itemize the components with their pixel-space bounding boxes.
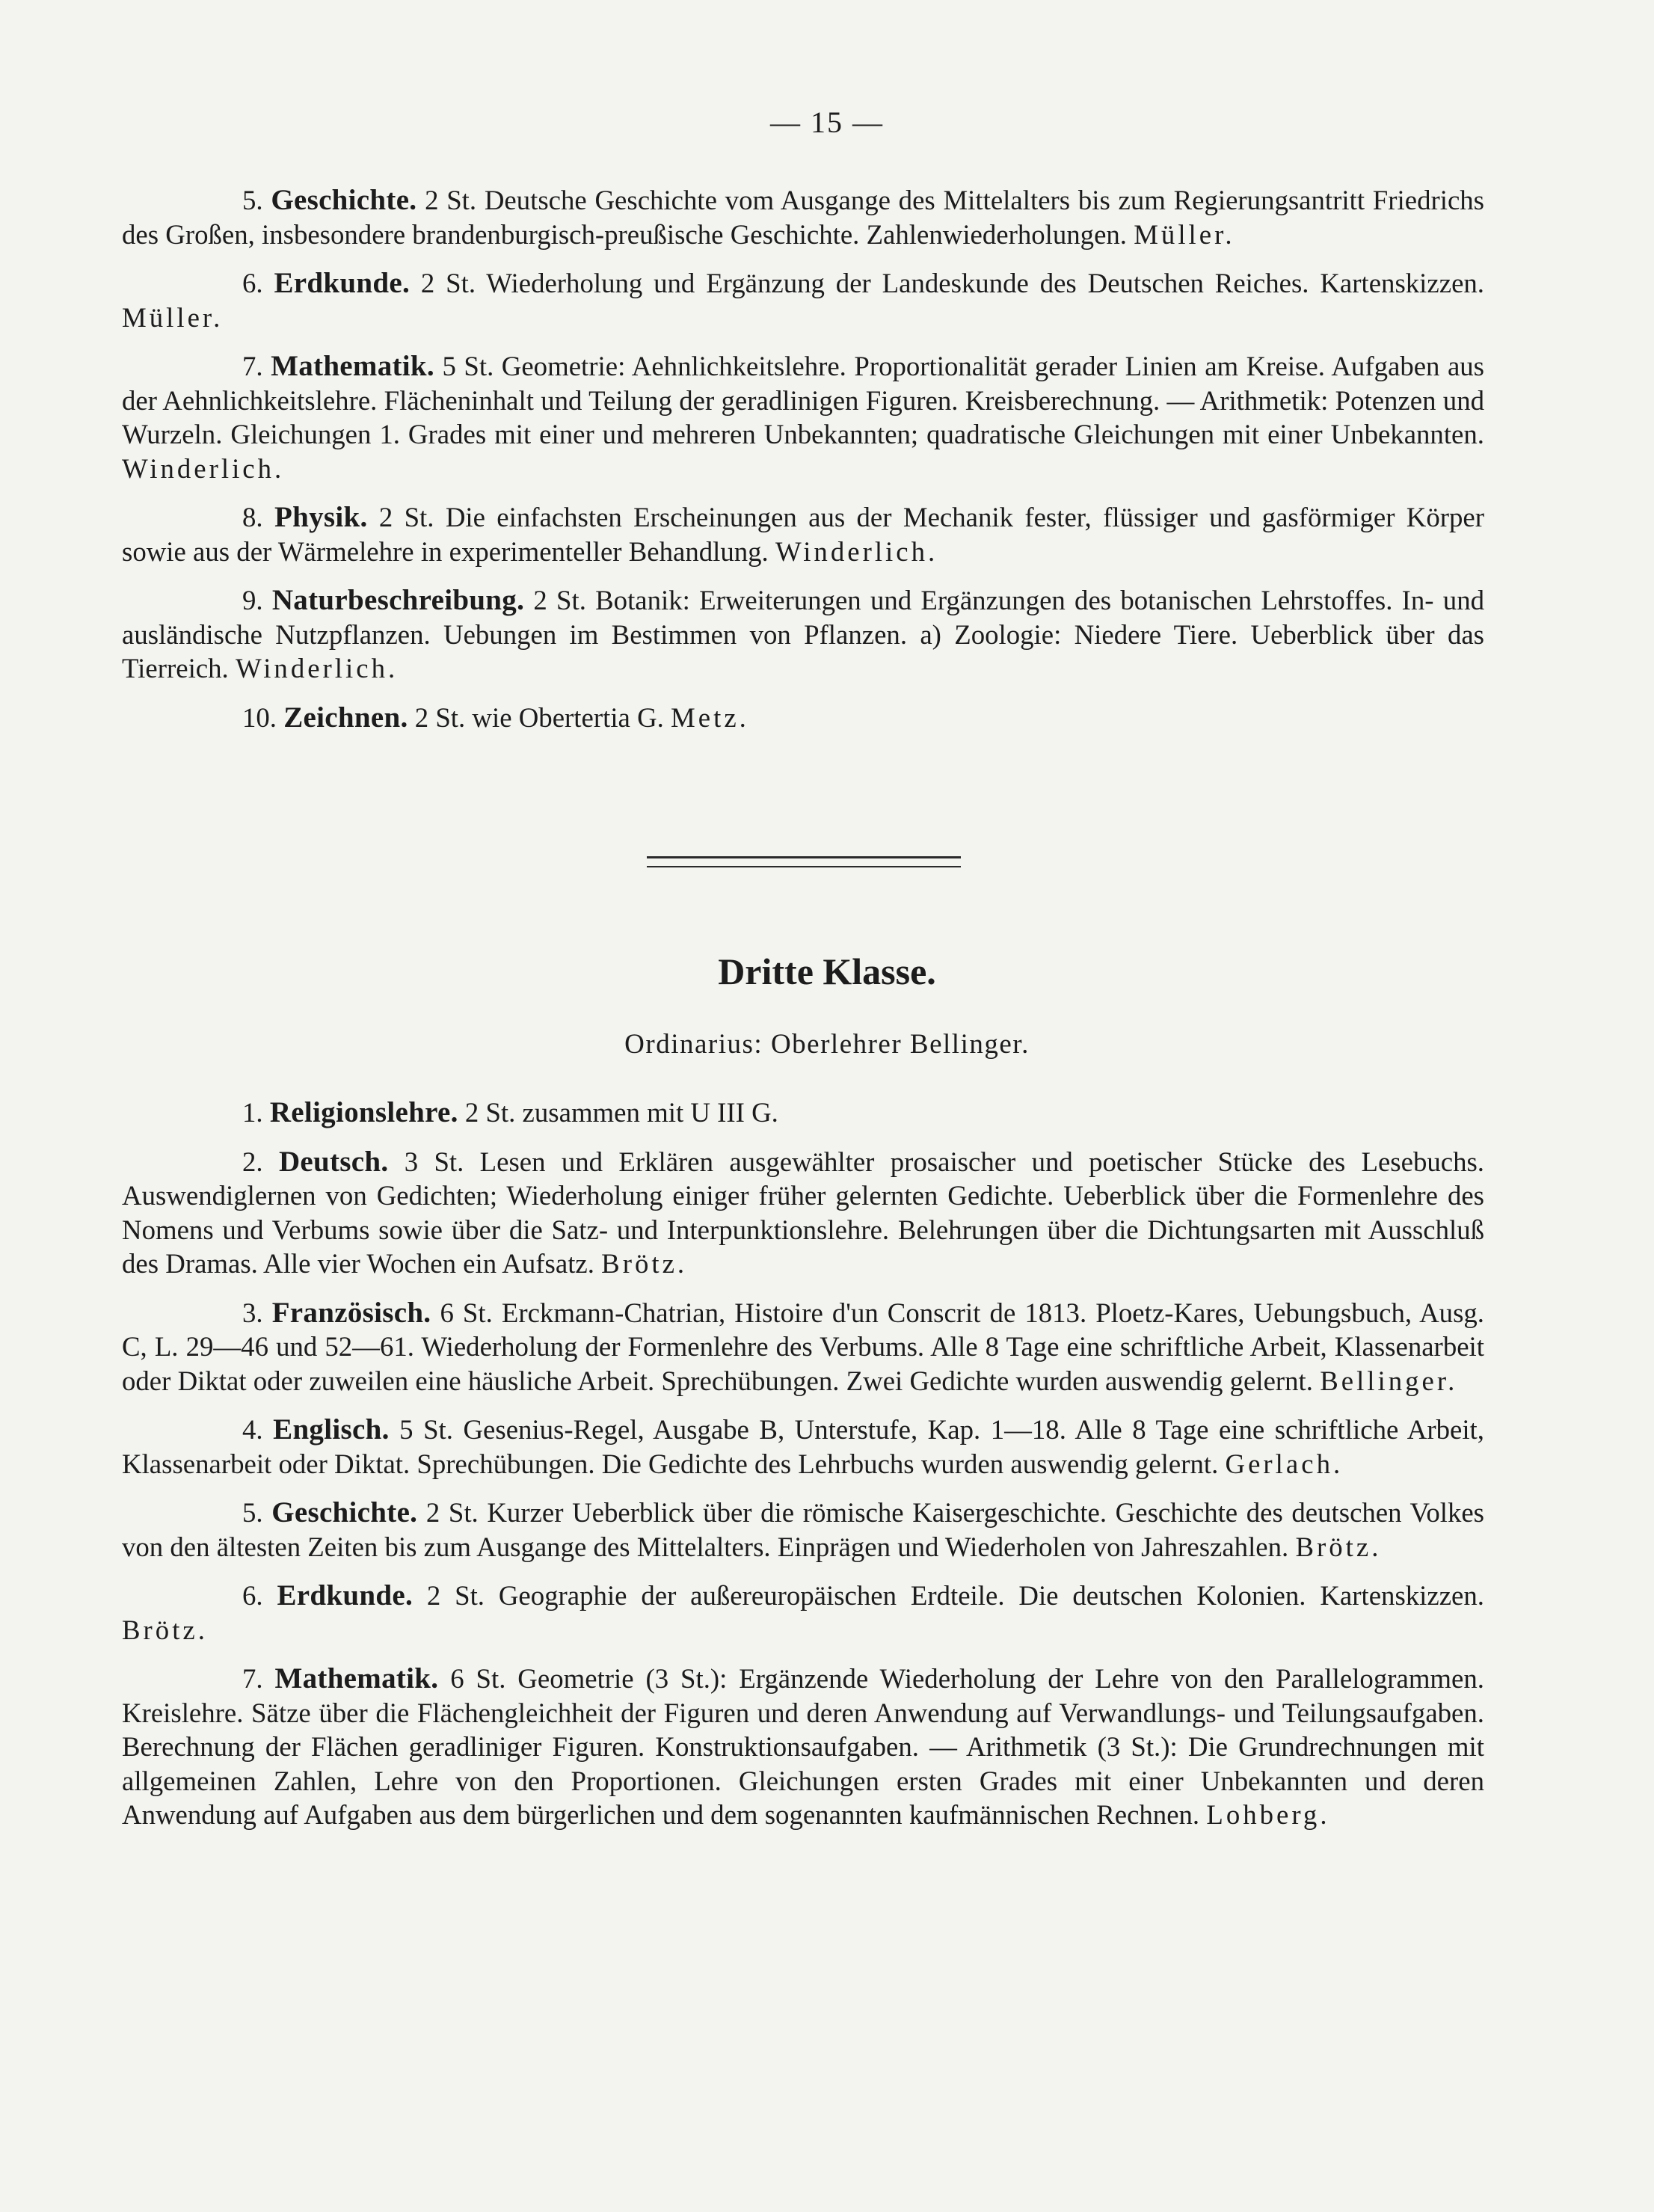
paragraph: 7. Mathematik. 5 St. Geometrie: Aehnlichkeitslehre. Proportionalität gerader Linien am Kreise. Aufgaben aus der Aehnlichkeitslehre. Flächeninhalt und Teilung der geradlinigen Figuren. Kreisberechnung. — Arithmetik: Potenzen und Wurzeln. Gleichungen 1. Grades mit einer und mehreren Unbekannten; quadratische Gleichungen mit einer Unbekannten. Winderlich. (122, 350, 1485, 484)
paragraph: 6. Erdkunde. 2 St. Wiederholung und Ergänzung der Landeskunde des Deutschen Reiches. Kartenskizzen. Müller. (122, 267, 1484, 333)
subject-heading: Englisch. (273, 1413, 390, 1446)
paragraph-text: 2 St. Botanik: Erweiterungen und Ergänzungen des botanischen Lehrstoffes. In- und ausländische Nutzpflanzen. Uebungen im Bestimmen von Pflanzen. a) Zoologie: Niedere Tiere. Ueberblick über das Tierreich. (122, 585, 1484, 683)
divider-rule (647, 856, 961, 867)
paragraph: 3. Französisch. 6 St. Erckmann-Chatrian, Histoire d'un Conscrit de 1813. Ploetz-Kares, Uebungsbuch, Ausg. C, L. 29—46 und 52—61. Wiederholung der Formenlehre des Verbums. Alle 8 Tage eine schriftliche Arbeit, Klassenarbeit oder Diktat oder zuweilen eine häusliche Arbeit. Sprechübungen. Zwei Gedichte wurden auswendig gelernt. Bellinger. (122, 1296, 1484, 1396)
paragraph: 6. Erdkunde. 2 St. Geographie der außereuropäischen Erdteile. Die deutschen Kolonien. Kartenskizzen. Brötz. (122, 1579, 1484, 1645)
paragraph: 2. Deutsch. 3 St. Lesen und Erklären ausgewählter prosaischer und poetischer Stücke des Lesebuchs. Auswendiglernen von Gedichten; Wiederholung einiger früher gelernten Gedichte. Ueberblick über die Formenlehre des Nomens und Verbums sowie über die Satz- und Interpunktionslehre. Belehrungen über die Dichtungsarten mit Ausschluß des Dramas. Alle vier Wochen ein Aufsatz. Brötz. (122, 1145, 1485, 1279)
paragraph: 10. Zeichnen. 2 St. wie Obertertia G. Metz. (242, 701, 749, 734)
subject-heading: Geschichte. (271, 1496, 418, 1529)
teacher-name: Winderlich. (775, 535, 938, 567)
teacher-name: Winderlich. (122, 452, 285, 484)
paragraph: 9. Naturbeschreibung. 2 St. Botanik: Erweiterungen und Ergänzungen des botanischen Lehrstoffes. In- und ausländische Nutzpflanzen. Uebungen im Bestimmen von Pflanzen. a) Zoologie: Niedere Tiere. Ueberblick über das Tierreich. Winderlich. (122, 584, 1484, 683)
paragraph: 4. Englisch. 5 St. Gesenius-Regel, Ausgabe B, Unterstufe, Kap. 1—18. Alle 8 Tage eine schriftliche Arbeit, Klassenarbeit oder Diktat. Sprechübungen. Die Gedichte des Lehrbuchs wurden auswendig gelernt. Gerlach. (122, 1413, 1484, 1479)
teacher-name: Müller. (1134, 218, 1235, 250)
lower-section (122, 1096, 1484, 1832)
paragraph: 8. Physik. 2 St. Die einfachsten Erscheinungen aus der Mechanik fester, flüssiger und gasförmiger Körper sowie aus der Wärmelehre in experimenteller Behandlung. Winderlich. (122, 501, 1485, 567)
paragraph-text: 5 St. Gesenius-Regel, Ausgabe B, Unterstufe, Kap. 1—18. Alle 8 Tage eine schriftliche Arbeit, Klassenarbeit oder Diktat. Sprechübungen. Die Gedichte des Lehrbuchs wurden auswendig gelernt. (122, 1414, 1484, 1479)
subject-heading: Erdkunde. (274, 267, 411, 299)
teacher-name: Brötz. (1295, 1531, 1382, 1562)
ordinarius-line: Ordinarius: Oberlehrer Bellinger. (624, 1029, 1030, 1060)
paragraph-text: 6 St. Erckmann-Chatrian, Histoire d'un Conscrit de 1813. Ploetz-Kares, Uebungsbuch, Ausg. C, L. 29—46 und 52—61. Wiederholung der Formenlehre des Verbums. Alle 8 Tage eine schriftliche Arbeit, Klassenarbeit oder Diktat oder zuweilen eine häusliche Arbeit. Sprechübungen. Zwei Gedichte wurden auswendig gelernt. (122, 1297, 1484, 1396)
paragraph: 1. Religionslehre. 2 St. zusammen mit U III G. (242, 1096, 778, 1128)
teacher-name: Lohberg. (1206, 1799, 1330, 1830)
subject-heading: Französisch. (271, 1296, 431, 1329)
teacher-name: Brötz. (601, 1248, 688, 1279)
paragraph-text: 2 St. Kurzer Ueberblick über die römische Kaisergeschichte. Geschichte des deutschen Volkes von den ältesten Zeiten bis zum Ausgange des Mittelalters. Einprägen und Wiederholen von Jahreszahlen. (122, 1497, 1484, 1562)
paragraph-text: 3 St. Lesen und Erklären ausgewählter prosaischer und poetischer Stücke des Lesebuchs. Auswendiglernen von Gedichten; Wiederholung einiger früher gelernten Gedichte. Ueberblick über die Formenlehre des Nomens und Verbums sowie über die Satz- und Interpunktionslehre. Belehrungen über die Dichtungsarten mit Ausschluß des Dramas. Alle vier Wochen ein Aufsatz. (122, 1146, 1485, 1279)
subject-heading: Physik. (274, 501, 368, 533)
paragraph-text: 2 St. Geographie der außereuropäischen Erdteile. Die deutschen Kolonien. Kartenskizzen. (413, 1580, 1484, 1611)
paragraph-text: 2 St. Deutsche Geschichte vom Ausgange des Mittelalters bis zum Regierungsantritt Friedrichs des Großen, insbesondere brandenburgisch-preußische Geschichte. Zahlenwiederholungen. (122, 185, 1484, 250)
subject-heading: Erdkunde. (277, 1579, 414, 1612)
teacher-name: Bellinger. (1320, 1365, 1458, 1396)
paragraph: 5. Geschichte. 2 St. Kurzer Ueberblick über die römische Kaisergeschichte. Geschichte des deutschen Volkes von den ältesten Zeiten bis zum Ausgange des Mittelalters. Einprägen und Wiederholen von Jahreszahlen. Brötz. (122, 1496, 1484, 1562)
paragraph: 5. Geschichte. 2 St. Deutsche Geschichte vom Ausgange des Mittelalters bis zum Regierungsantritt Friedrichs des Großen, insbesondere brandenburgisch-preußische Geschichte. Zahlenwiederholungen. Müller. (122, 184, 1484, 250)
page-number: — 15 — (770, 105, 884, 139)
teacher-name: Winderlich. (235, 653, 399, 683)
subject-heading: Zeichnen. (283, 701, 408, 734)
paragraph-text: 2 St. wie Obertertia G. (408, 701, 671, 733)
teacher-name: Müller. (122, 301, 224, 333)
subject-heading: Deutsch. (278, 1145, 389, 1178)
paragraph-text: 2 St. Wiederholung und Ergänzung der Landeskunde des Deutschen Reiches. Kartenskizzen. (410, 268, 1484, 298)
teacher-name: Brötz. (122, 1614, 208, 1645)
teacher-name: Metz. (671, 701, 749, 733)
subject-heading: Mathematik. (271, 350, 434, 382)
paragraph: 7. Mathematik. 6 St. Geometrie (3 St.): Ergänzende Wiederholung der Lehre von den Parallelogrammen. Kreislehre. Sätze über die Flächengleichheit der Figuren und deren Anwendung auf Verwandlungs- und Teilungsaufgaben. Berechnung der Flächen geradliniger Figuren. Konstruktionsaufgaben. — Arithmetik (3 St.): Die Grundrechnungen mit allgemeinen Zahlen, Lehre von den Proportionen. Gleichungen ersten Grades mit einer Unbekannten und deren Anwendung auf Aufgaben aus dem bürgerlichen und dem sogenannten kaufmännischen Rechnen. Lohberg. (122, 1662, 1484, 1830)
paragraph-text: 6 St. Geometrie (3 St.): Ergänzende Wiederholung der Lehre von den Parallelogrammen. Kreislehre. Sätze über die Flächengleichheit der Figuren und deren Anwendung auf Verwandlungs- und Teilungsaufgaben. Berechnung der Flächen geradliniger Figuren. Konstruktionsaufgaben. — Arithmetik (3 St.): Die Grundrechnungen mit allgemeinen Zahlen, Lehre von den Proportionen. Gleichungen ersten Grades mit einer Unbekannten und deren Anwendung auf Aufgaben aus dem bürgerlichen und dem sogenannten kaufmännischen Rechnen. (122, 1663, 1484, 1830)
subject-heading: Geschichte. (271, 184, 417, 216)
paragraph-text: 2 St. zusammen mit U III G. (458, 1097, 778, 1128)
subject-heading: Naturbeschreibung. (271, 584, 525, 616)
upper-section (122, 183, 1484, 734)
subject-heading: Mathematik. (274, 1662, 439, 1695)
teacher-name: Gerlach. (1225, 1448, 1344, 1479)
class-heading: Dritte Klasse. (718, 950, 936, 992)
paragraph-text: 2 St. Die einfachsten Erscheinungen aus der Mechanik fester, flüssiger und gasförmiger Körper sowie aus der Wärmelehre in experimenteller Behandlung. (122, 502, 1485, 567)
subject-heading: Religionslehre. (269, 1096, 458, 1128)
paragraph-text: 5 St. Geometrie: Aehnlichkeitslehre. Proportionalität gerader Linien am Kreise. Aufgaben aus der Aehnlichkeitslehre. Flächeninhalt und Teilung der geradlinigen Figuren. Kreisberechnung. — Arithmetik: Potenzen und Wurzeln. Gleichungen 1. Grades mit einer und mehreren Unbekannten; quadratische Gleichungen mit einer Unbekannten. (122, 351, 1485, 449)
